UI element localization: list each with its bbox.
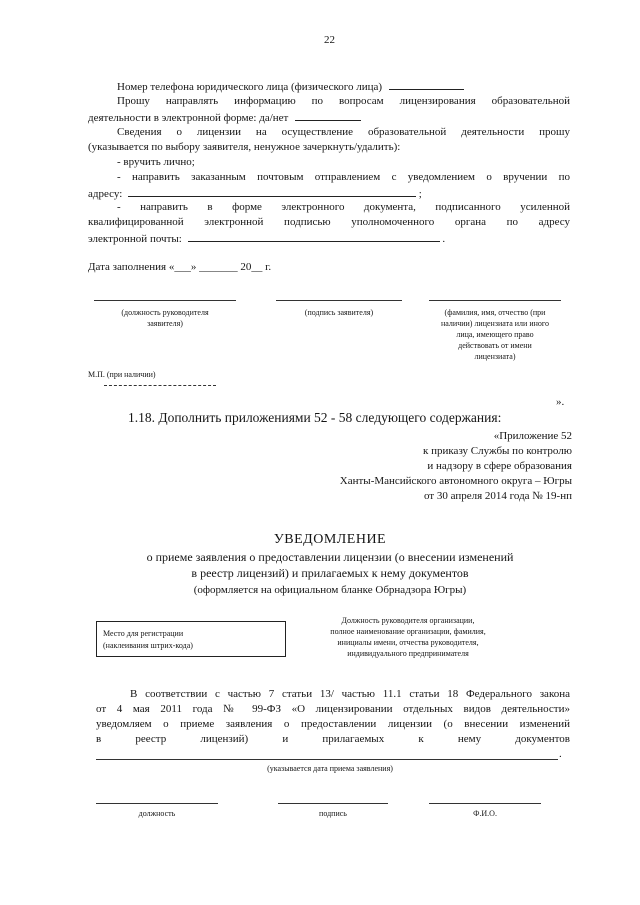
license-info-line1: Сведения о лицензии на осуществление образовательной деятельности прошу (117, 126, 570, 138)
registration-box (96, 621, 286, 657)
phone-label: Номер телефона юридического лица (физического лица) (117, 81, 383, 93)
sig-name-caption-5: лицензиата) (474, 352, 516, 361)
addressee-line2: полное наименование организации, фамилия, (330, 627, 486, 636)
option-mail-address-label: адресу: (88, 188, 123, 200)
addressee-line4: индивидуального предпринимателя (347, 649, 469, 658)
phone-blank (389, 79, 464, 90)
sig-position-caption (90, 307, 240, 329)
appendix-line1: «Приложение 52 (493, 430, 572, 442)
stamp-label: М.П. (при наличии) (88, 370, 156, 379)
option-in-person: - вручить лично; (117, 156, 195, 168)
option-electronic-end: . (442, 233, 446, 245)
sig-position-caption-2: заявителя) (147, 319, 183, 328)
notice-subtitle-1: о приеме заявления о предоставлении лицензии (о внесении изменений (146, 550, 514, 564)
bottom-name-line (429, 803, 541, 804)
bottom-position-caption: должность (138, 809, 176, 818)
option-electronic-line1: - направить в форме электронного документа, подписанного усиленной (117, 201, 570, 213)
bottom-signature-line (278, 803, 388, 804)
page-number: 22 (324, 34, 335, 46)
email-request-line1: Прошу направлять информацию по вопросам лицензирования образовательной (117, 95, 570, 107)
bottom-position-line (96, 803, 218, 804)
notice-title: УВЕДОМЛЕНИЕ (273, 532, 387, 547)
option-mail-line2 (88, 186, 422, 200)
notice-body-line2: от 4 мая 2011 года № 99-ФЗ «О лицензировании отдельных видов деятельности» (96, 703, 570, 715)
phone-line (117, 79, 464, 93)
registration-box-line1: Место для регистрации (103, 629, 184, 638)
notice-subtitle-2: в реестр лицензий) и прилагаемых к нему документов (191, 566, 469, 580)
option-electronic-email-label: электронной почты: (88, 233, 182, 245)
sig-name-caption-3: лица, имеющего право (456, 330, 534, 339)
email-request-line2 (88, 110, 361, 124)
notice-body-line3: уведомляем о приеме заявления о предоставлении лицензии (о внесении изменений (96, 718, 570, 730)
addressee-block (304, 615, 512, 659)
notice-subtitle-3: (оформляется на официальном бланке Обрнадзора Югры) (193, 584, 467, 596)
appendix-line4: Ханты-Мансийского автономного округа – Югры (339, 475, 572, 487)
sig-signature-line (276, 300, 402, 301)
addressee-line1: Должность руководителя организации, (341, 616, 475, 625)
sig-name-caption-1: (фамилия, имя, отчество (при (444, 308, 546, 317)
option-mail-line1: - направить заказанным почтовым отправлением с уведомлением о вручении по (117, 171, 570, 183)
stamp-line (104, 385, 216, 386)
sig-position-caption-1: (должность руководителя (121, 308, 209, 317)
license-info-line2: (указывается по выбору заявителя, ненужное зачеркнуть/удалить): (88, 141, 401, 153)
sig-name-caption-4: действовать от имени (458, 341, 532, 350)
option-mail-address-blank (128, 186, 416, 197)
close-quote: ». (556, 396, 565, 408)
notice-date-line (96, 759, 558, 760)
addressee-line3: инициалы имени, отчества руководителя, (337, 638, 479, 647)
registration-box-line2: (наклеивания штрих-кода) (103, 641, 193, 650)
notice-date-end: . (559, 748, 562, 760)
option-electronic-line3 (88, 231, 445, 245)
bottom-name-caption: Ф.И.О. (473, 809, 497, 818)
notice-body-line1: В соответствии с частью 7 статьи 13/ частью 11.1 статьи 18 Федерального закона (130, 688, 570, 700)
appendix-line5: от 30 апреля 2014 года № 19-нп (423, 490, 572, 502)
appendix-line2: к приказу Службы по контролю (423, 445, 572, 457)
notice-date-caption: (указывается дата приема заявления) (267, 764, 393, 773)
sig-name-caption-2: наличии) лицензиата или иного (441, 319, 549, 328)
option-electronic-line2: квалифицированной электронной подписью уполномоченного органа по адресу (88, 216, 570, 228)
option-electronic-email-blank (188, 231, 440, 242)
sig-signature-caption: (подпись заявителя) (304, 308, 374, 317)
sig-position-line (94, 300, 236, 301)
notice-body-line4: в реестр лицензий) и прилагаемых к нему документов (96, 733, 570, 745)
email-request-label: деятельности в электронной форме: да/нет (88, 112, 289, 124)
email-request-blank (295, 110, 361, 121)
sig-name-caption (422, 307, 568, 362)
amendment-heading: 1.18. Дополнить приложениями 52 - 58 следующего содержания: (128, 410, 502, 425)
bottom-signature-caption: подпись (319, 809, 347, 818)
sig-name-line (429, 300, 561, 301)
option-mail-end: ; (418, 188, 422, 200)
fill-date: Дата заполнения «___» _______ 20__ г. (88, 261, 272, 273)
appendix-line3: и надзору в сфере образования (427, 460, 572, 472)
